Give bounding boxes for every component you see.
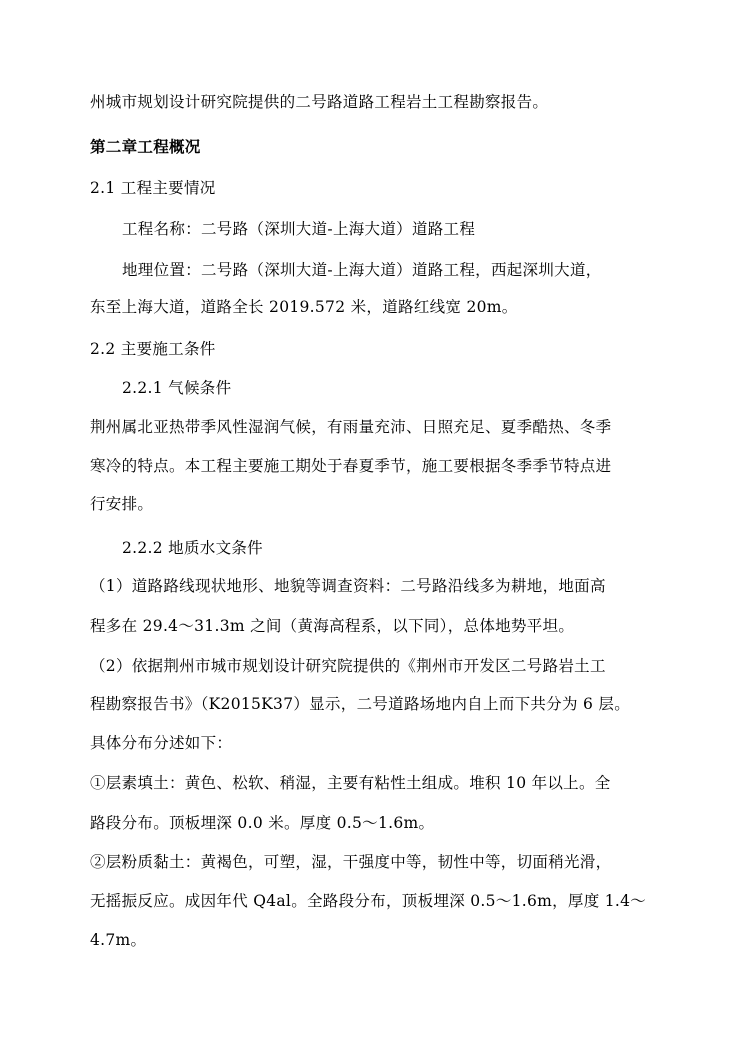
paragraph-line: （1）道路路线现状地形、地貌等调查资料：二号路沿线多为耕地，地面高	[90, 577, 606, 595]
paragraph-line: 寒冷的特点。本工程主要施工期处于春夏季节，施工要根据冬季季节特点进	[90, 457, 612, 475]
paragraph-line: 具体分布分述如下：	[90, 734, 233, 752]
subsection-heading: 2.2.1 气候条件	[122, 379, 232, 397]
paragraph-line: ②层粉质黏土：黄褐色，可塑，湿，干强度中等，韧性中等，切面稍光滑，	[90, 853, 612, 871]
paragraph-line: 程勘察报告书》（K2015K37）显示，二号道路场地内自上而下共分为 6 层。	[90, 695, 630, 713]
paragraph-line: 路段分布。顶板埋深 0.0 米。厚度 0.5～1.6m。	[90, 814, 435, 832]
paragraph-line: （2）依据荆州市城市规划设计研究院提供的《荆州市开发区二号路岩土工	[90, 657, 606, 675]
paragraph-line: 无摇振反应。成因年代 Q4al。全路段分布，顶板埋深 0.5～1.6m，厚度 1.4～	[90, 892, 647, 910]
paragraph-line: 程多在 29.4～31.3m 之间（黄海高程系，以下同），总体地势平坦。	[90, 617, 575, 635]
paragraph-line: 州城市规划设计研究院提供的二号路道路工程岩土工程勘察报告。	[90, 93, 549, 111]
paragraph-line: 4.7m。	[90, 931, 147, 949]
paragraph-line: 行安排。	[90, 495, 154, 513]
paragraph-line: 荆州属北亚热带季风性湿润气候，有雨量充沛、日照充足、夏季酷热、冬季	[90, 418, 612, 436]
section-heading: 2.1 工程主要情况	[90, 179, 216, 197]
paragraph-line: ①层素填土：黄色、松软、稍湿，主要有粘性土组成。堆积 10 年以上。全	[90, 774, 611, 792]
paragraph-line: 工程名称：二号路（深圳大道-上海大道）道路工程	[122, 220, 476, 238]
section-heading: 2.2 主要施工条件	[90, 340, 216, 358]
paragraph-line: 东至上海大道，道路全长 2019.572 米，道路红线宽 20m。	[90, 298, 518, 316]
chapter-heading: 第二章工程概况	[90, 138, 201, 156]
paragraph-line: 地理位置：二号路（深圳大道-上海大道）道路工程，西起深圳大道，	[122, 261, 602, 279]
subsection-heading: 2.2.2 地质水文条件	[122, 539, 263, 557]
